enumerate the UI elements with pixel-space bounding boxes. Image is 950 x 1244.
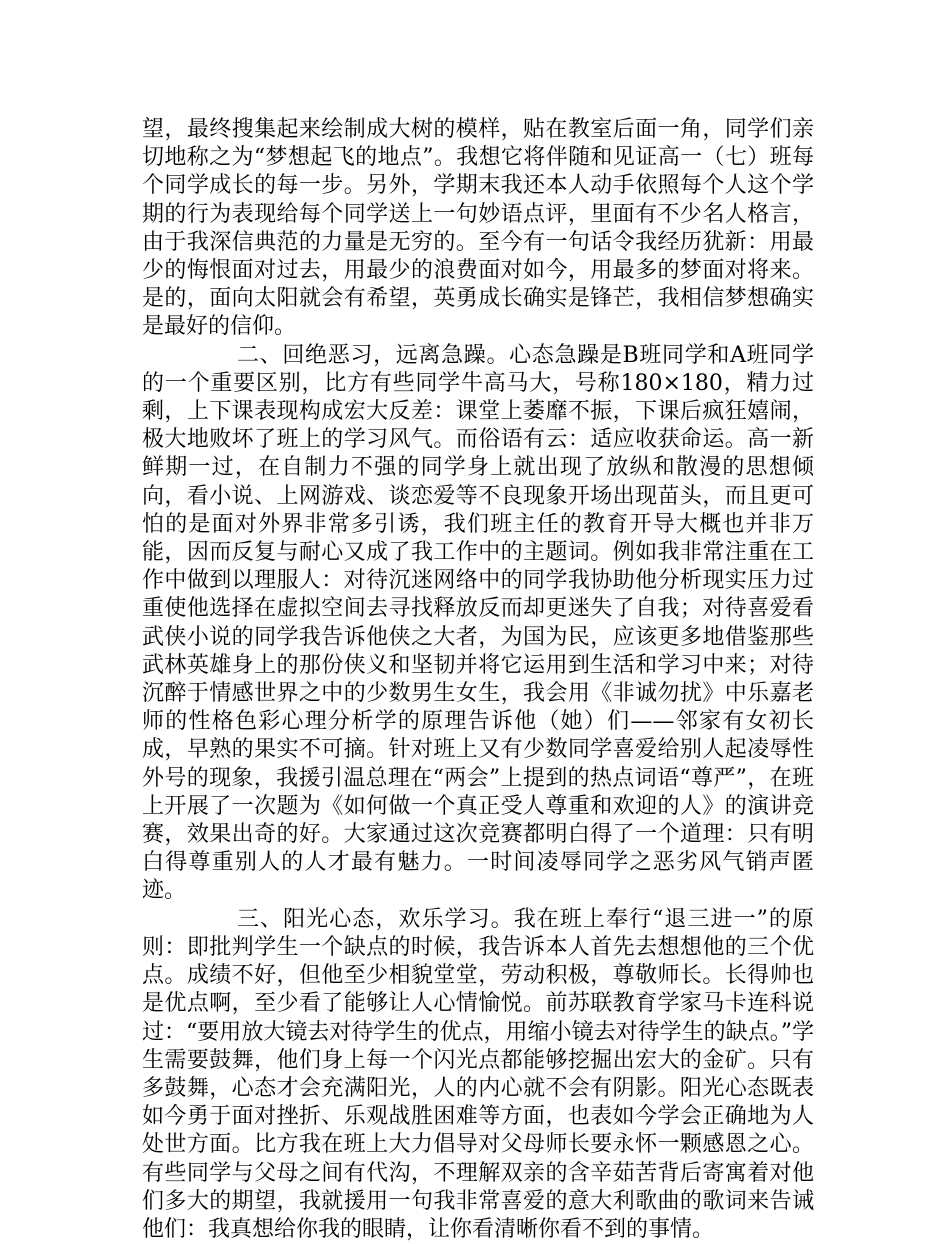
paragraph-sunny-mindset: 三、阳光心态，欢乐学习。我在班上奉行“退三进一”的原则：即批判学生一个缺点的时候，我告诉本人首先去想想他的三个优点。成绩不好，但他至少相貌堂堂，劳动积极，尊敬师长。长得帅也是优点啊，至少看了能够让人心情愉悦。前苏联教育学家马卡连科说过：“要用放大镜去对待学生的优点，用缩小镜去对待学生的缺点。”学生需要鼓舞，他们身上每一个闪光点都能够挖掘出宏大的金矿。只有多鼓舞，心态才会充满阳光，人的内心就不会有阴影。阳光心态既表如今勇于面对挫折、乐观战胜困难等方面，也表如今学会正确地为人处世方面。比方我在班上大力倡导对父母师长要永怀一颗感恩之心。有些同学与父母之间有代沟，不理解双亲的含辛茹苦背后寄寓着对他们多大的期望，我就援用一句我非常喜爱的意大利歌曲的歌词来告诫他们：我真想给你我的眼睛，让你看清晰你看不到的事情。 [142, 906, 814, 1242]
paragraph-reject-bad-habits: 二、回绝恶习，远离急躁。心态急躁是B班同学和A班同学的一个重要区别，比方有些同学牛高马大，号称180×180，精力过剩，上下课表现构成宏大反差：课堂上萎靡不振，下课后疯狂嬉闹，极大地败坏了班上的学习风气。而俗语有云：适应收获命运。高一新鲜期一过，在自制力不强的同学身上就出现了放纵和散漫的思想倾向，看小说、上网游戏、谈恋爱等不良现象开场出现苗头，而且更可怕的是面对外界非常多引诱，我们班主任的教育开导大概也并非万能，因而反复与耐心又成了我工作中的主题词。例如我非常注重在工作中做到以理服人：对待沉迷网络中的同学我协助他分析现实压力过重使他选择在虚拟空间去寻找释放反而却更迷失了自我；对待喜爱看武侠小说的同学我告诉他侠之大者，为国为民，应该更多地借鉴那些武林英雄身上的那份侠义和坚韧并将它运用到生活和学习中来；对待沉醉于情感世界之中的少数男生女生，我会用《非诚勿扰》中乐嘉老师的性格色彩心理分析学的原理告诉他（她）们——邻家有女初长成，早熟的果实不可摘。针对班上又有少数同学喜爱给别人起凌辱性外号的现象，我援引温总理在“两会”上提到的热点词语“尊严”，在班上开展了一次题为《如何做一个真正受人尊重和欢迎的人》的演讲竞赛，效果出奇的好。大家通过这次竞赛都明白得了一个道理：只有明白得尊重别人的人才最有魅力。一时间凌辱同学之恶劣风气销声匿迹。 [142, 342, 814, 904]
paragraph-dream-tree: 望，最终搜集起来绘制成大树的模样，贴在教室后面一角，同学们亲切地称之为“梦想起飞的地点”。我想它将伴随和见证高一（七）班每个同学成长的每一步。另外，学期末我还本人动手依照每个人这个学期的行为表现给每个同学送上一句妙语点评，里面有不少名人格言，由于我深信典范的力量是无穷的。至今有一句话令我经历犹新：用最少的悔恨面对过去，用最少的浪费面对如今，用最多的梦面对将来。是的，面向太阳就会有希望，英勇成长确实是锋芒，我相信梦想确实是最好的信仰。 [142, 117, 814, 340]
document-body [142, 116, 814, 1244]
